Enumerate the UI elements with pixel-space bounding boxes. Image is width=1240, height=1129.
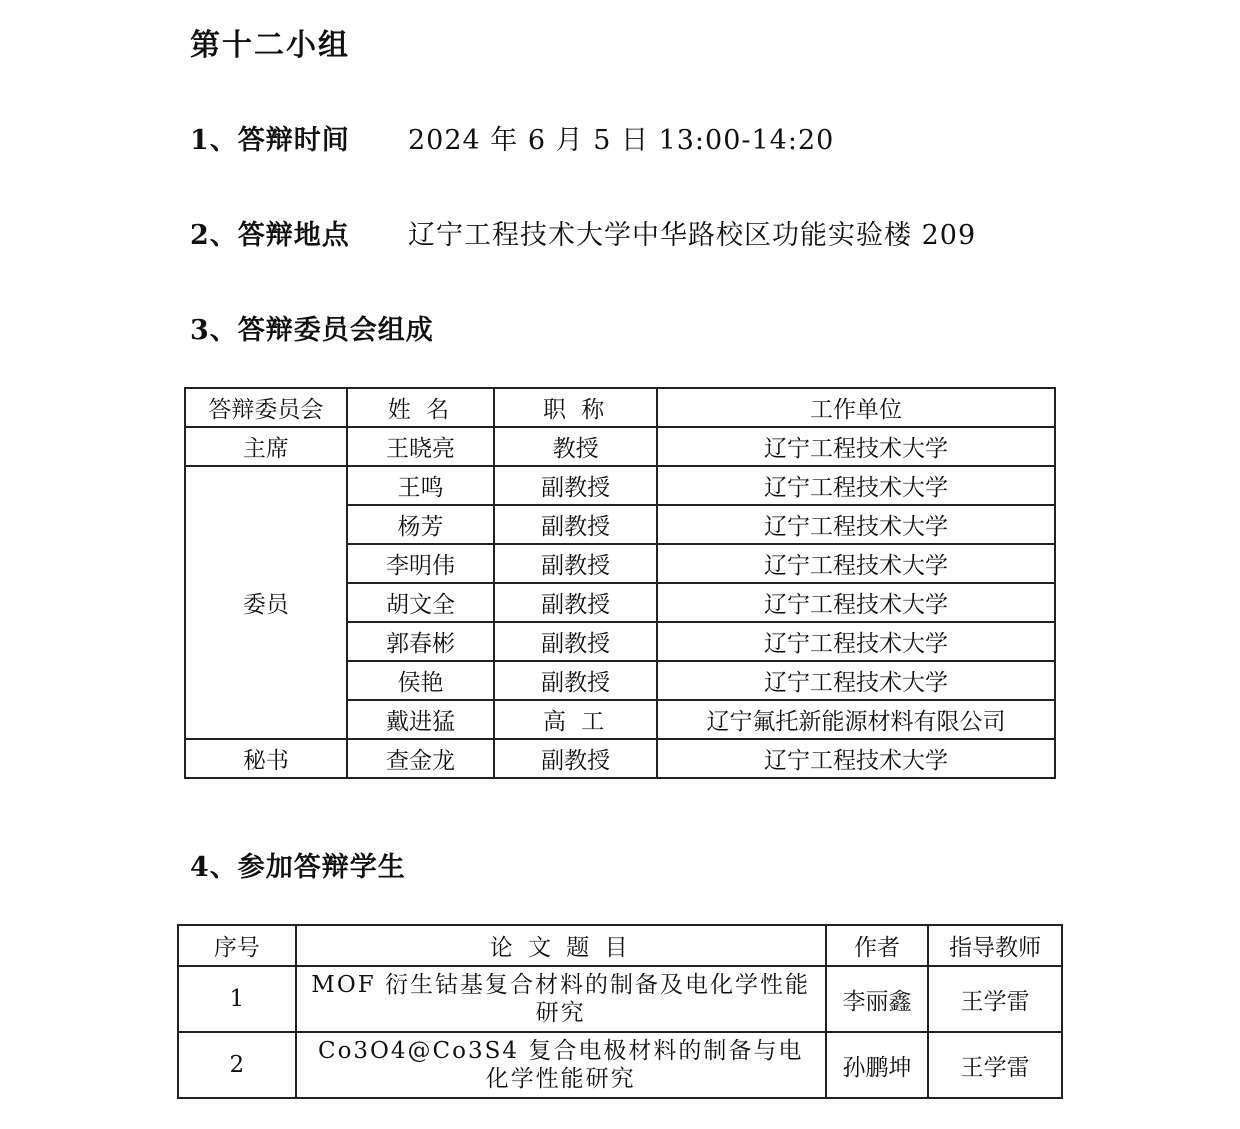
name-cell: 王晓亮 xyxy=(347,427,495,466)
topic-cell: MOF 衍生钴基复合材料的制备及电化学性能研究 xyxy=(296,966,826,1032)
name-cell: 郭春彬 xyxy=(347,622,495,661)
name-cell: 查金龙 xyxy=(347,739,495,778)
number-cell: 2 xyxy=(178,1032,296,1098)
col-header-author: 作者 xyxy=(826,925,929,966)
title-cell: 教授 xyxy=(494,427,657,466)
table-row xyxy=(185,739,1055,778)
title-cell: 副教授 xyxy=(494,622,657,661)
name-cell: 李明伟 xyxy=(347,544,495,583)
table-row xyxy=(185,427,1055,466)
table-row xyxy=(185,466,1055,505)
role-cell: 委员 xyxy=(185,466,347,739)
role-cell: 秘书 xyxy=(185,739,347,778)
unit-cell: 辽宁工程技术大学 xyxy=(657,505,1055,544)
unit-cell: 辽宁工程技术大学 xyxy=(657,661,1055,700)
unit-cell: 辽宁工程技术大学 xyxy=(657,544,1055,583)
defense-time-label: 1、答辩时间 xyxy=(190,125,350,156)
name-cell: 王鸣 xyxy=(347,466,495,505)
group-title: 第十二小组 xyxy=(190,28,350,63)
table-row xyxy=(178,1032,1062,1098)
advisor-cell: 王学雷 xyxy=(928,1032,1062,1098)
col-header-number: 序号 xyxy=(178,925,296,966)
students-heading: 4、参加答辩学生 xyxy=(190,852,406,883)
committee-header-row xyxy=(185,388,1055,427)
advisor-cell: 王学雷 xyxy=(928,966,1062,1032)
name-cell: 胡文全 xyxy=(347,583,495,622)
unit-cell: 辽宁工程技术大学 xyxy=(657,739,1055,778)
committee-table xyxy=(184,387,1056,779)
name-cell: 杨芳 xyxy=(347,505,495,544)
col-header-unit: 工作单位 xyxy=(657,388,1055,427)
title-cell: 副教授 xyxy=(494,583,657,622)
students-header-row xyxy=(178,925,1062,966)
title-cell: 高 工 xyxy=(494,700,657,739)
defense-place-label: 2、答辩地点 xyxy=(190,220,350,251)
topic-cell: Co3O4@Co3S4 复合电极材料的制备与电化学性能研究 xyxy=(296,1032,826,1098)
unit-cell: 辽宁工程技术大学 xyxy=(657,622,1055,661)
author-cell: 孙鹏坤 xyxy=(826,1032,929,1098)
col-header-advisor: 指导教师 xyxy=(928,925,1062,966)
defense-time-value: 2024 年 6 月 5 日 13:00-14:20 xyxy=(408,125,835,156)
title-cell: 副教授 xyxy=(494,505,657,544)
unit-cell: 辽宁工程技术大学 xyxy=(657,466,1055,505)
col-header-title: 职 称 xyxy=(494,388,657,427)
col-header-name: 姓 名 xyxy=(347,388,495,427)
committee-heading: 3、答辩委员会组成 xyxy=(190,315,434,346)
table-row xyxy=(178,966,1062,1032)
title-cell: 副教授 xyxy=(494,739,657,778)
name-cell: 侯艳 xyxy=(347,661,495,700)
defense-place-row xyxy=(190,213,977,252)
students-table xyxy=(177,924,1063,1099)
col-header-topic: 论 文 题 目 xyxy=(296,925,826,966)
title-cell: 副教授 xyxy=(494,661,657,700)
author-cell: 李丽鑫 xyxy=(826,966,929,1032)
defense-place-value: 辽宁工程技术大学中华路校区功能实验楼 209 xyxy=(408,220,977,251)
defense-time-row xyxy=(190,118,835,157)
role-cell: 主席 xyxy=(185,427,347,466)
unit-cell: 辽宁氟托新能源材料有限公司 xyxy=(657,700,1055,739)
title-cell: 副教授 xyxy=(494,466,657,505)
name-cell: 戴进猛 xyxy=(347,700,495,739)
title-cell: 副教授 xyxy=(494,544,657,583)
unit-cell: 辽宁工程技术大学 xyxy=(657,427,1055,466)
col-header-committee: 答辩委员会 xyxy=(185,388,347,427)
number-cell: 1 xyxy=(178,966,296,1032)
unit-cell: 辽宁工程技术大学 xyxy=(657,583,1055,622)
